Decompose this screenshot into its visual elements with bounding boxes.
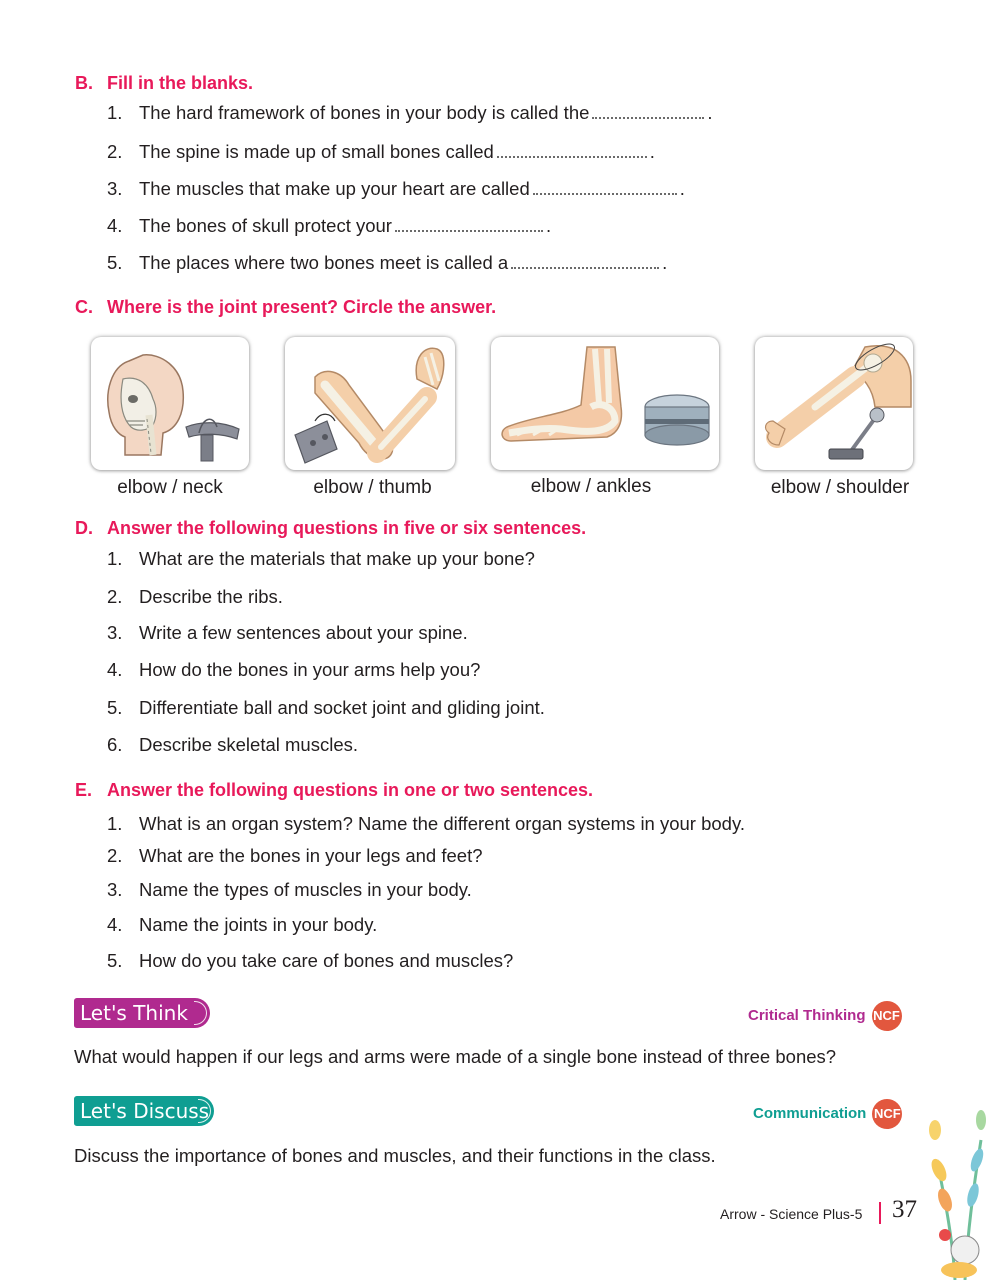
list-item bbox=[107, 215, 551, 237]
item-text: The places where two bones meet is called a bbox=[139, 252, 509, 273]
list-item bbox=[107, 102, 713, 124]
foot-ankle-image bbox=[491, 337, 719, 470]
arm-hinge-image bbox=[285, 337, 455, 470]
item-number: 3. bbox=[107, 622, 123, 643]
caption-1[interactable]: elbow / neck bbox=[117, 477, 223, 498]
item-text: The spine is made up of small bones called bbox=[139, 141, 494, 162]
caption-2[interactable]: elbow / thumb bbox=[313, 477, 432, 498]
item-text: How do you take care of bones and muscles? bbox=[139, 950, 514, 971]
section-d-heading bbox=[75, 518, 586, 539]
caption-4[interactable]: elbow / shoulder bbox=[770, 477, 910, 498]
item-period: . bbox=[679, 178, 685, 199]
list-item bbox=[107, 586, 283, 608]
item-number: 5. bbox=[107, 697, 123, 718]
item-number: 2. bbox=[107, 141, 123, 162]
list-item bbox=[107, 845, 483, 867]
caption-3[interactable]: elbow / ankles bbox=[530, 476, 652, 497]
list-item bbox=[107, 697, 545, 719]
item-text: Differentiate ball and socket joint and gliding joint. bbox=[139, 697, 545, 718]
list-item bbox=[107, 252, 667, 274]
list-item bbox=[107, 879, 472, 901]
skill-name: Critical Thinking bbox=[748, 1006, 866, 1024]
item-number: 4. bbox=[107, 215, 123, 236]
discuss-prompt: Discuss the importance of bones and muscles, and their functions in the class. bbox=[74, 1145, 716, 1166]
list-item bbox=[107, 141, 655, 163]
list-item bbox=[107, 178, 685, 200]
book-title: Arrow - Science Plus-5 bbox=[720, 1206, 863, 1222]
item-number: 2. bbox=[107, 845, 123, 866]
item-period: . bbox=[707, 102, 713, 123]
item-number: 1. bbox=[107, 813, 123, 834]
answer-blank[interactable] bbox=[497, 142, 647, 158]
item-period: . bbox=[649, 141, 655, 162]
item-number: 5. bbox=[107, 252, 123, 273]
item-number: 4. bbox=[107, 659, 123, 680]
list-item bbox=[107, 548, 535, 570]
skull-neck-image bbox=[91, 337, 249, 470]
section-letter: E. bbox=[75, 780, 93, 800]
footer-divider bbox=[879, 1202, 881, 1224]
item-number: 1. bbox=[107, 548, 123, 569]
item-number: 4. bbox=[107, 914, 123, 935]
ncf-badge: NCF bbox=[872, 1099, 902, 1129]
item-number: 6. bbox=[107, 734, 123, 755]
ncf-badge: NCF bbox=[872, 1001, 902, 1031]
page-number: 37 bbox=[892, 1196, 917, 1223]
item-number: 1. bbox=[107, 102, 123, 123]
section-b-heading bbox=[75, 73, 253, 94]
item-text: Name the types of muscles in your body. bbox=[139, 879, 472, 900]
item-period: . bbox=[545, 215, 552, 236]
lets-think-banner: Let's Think bbox=[74, 998, 210, 1028]
item-text: What are the materials that make up your bone? bbox=[139, 548, 535, 569]
item-number: 3. bbox=[107, 178, 123, 199]
item-text: The bones of skull protect your bbox=[139, 215, 392, 236]
list-item bbox=[107, 734, 358, 756]
section-c-heading bbox=[75, 297, 496, 318]
item-text: The muscles that make up your heart are called bbox=[139, 178, 530, 199]
item-number: 2. bbox=[107, 586, 123, 607]
item-number: 5. bbox=[107, 950, 123, 971]
critical-thinking-label bbox=[748, 1001, 902, 1031]
section-title: Answer the following questions in one or two sentences. bbox=[107, 780, 594, 800]
section-e-heading bbox=[75, 780, 593, 801]
answer-blank[interactable] bbox=[511, 253, 659, 269]
item-text: Describe skeletal muscles. bbox=[139, 734, 358, 755]
list-item bbox=[107, 950, 513, 972]
section-title: Fill in the blanks. bbox=[107, 73, 254, 93]
list-item bbox=[107, 659, 480, 681]
item-text: What is an organ system? Name the different organ systems in your body. bbox=[139, 813, 745, 834]
skill-name: Communication bbox=[753, 1104, 867, 1122]
section-title: Where is the joint present? Circle the answer. bbox=[107, 297, 497, 317]
communication-label bbox=[753, 1099, 902, 1129]
item-number: 3. bbox=[107, 879, 123, 900]
section-letter: B. bbox=[75, 73, 93, 93]
section-letter: D. bbox=[75, 518, 93, 538]
think-question: What would happen if our legs and arms were made of a single bone instead of three bones? bbox=[74, 1046, 837, 1067]
item-text: Describe the ribs. bbox=[139, 586, 283, 607]
list-item bbox=[107, 914, 377, 936]
list-item bbox=[107, 622, 468, 644]
item-text: The hard framework of bones in your body is called the bbox=[139, 102, 590, 123]
item-text: Write a few sentences about your spine. bbox=[139, 622, 468, 643]
answer-blank[interactable] bbox=[395, 216, 543, 232]
item-text: How do the bones in your arms help you? bbox=[139, 659, 481, 680]
arm-shoulder-image bbox=[755, 337, 913, 470]
section-letter: C. bbox=[75, 297, 93, 317]
item-text: What are the bones in your legs and feet? bbox=[139, 845, 483, 866]
answer-blank[interactable] bbox=[592, 103, 704, 119]
item-period: . bbox=[662, 252, 668, 273]
item-text: Name the joints in your body. bbox=[139, 914, 378, 935]
list-item bbox=[107, 813, 745, 835]
section-title: Answer the following questions in five or six sentences. bbox=[107, 518, 587, 538]
lets-discuss-banner: Let's Discuss bbox=[74, 1096, 214, 1126]
answer-blank[interactable] bbox=[533, 179, 677, 195]
floral-decoration-icon bbox=[915, 1100, 989, 1280]
